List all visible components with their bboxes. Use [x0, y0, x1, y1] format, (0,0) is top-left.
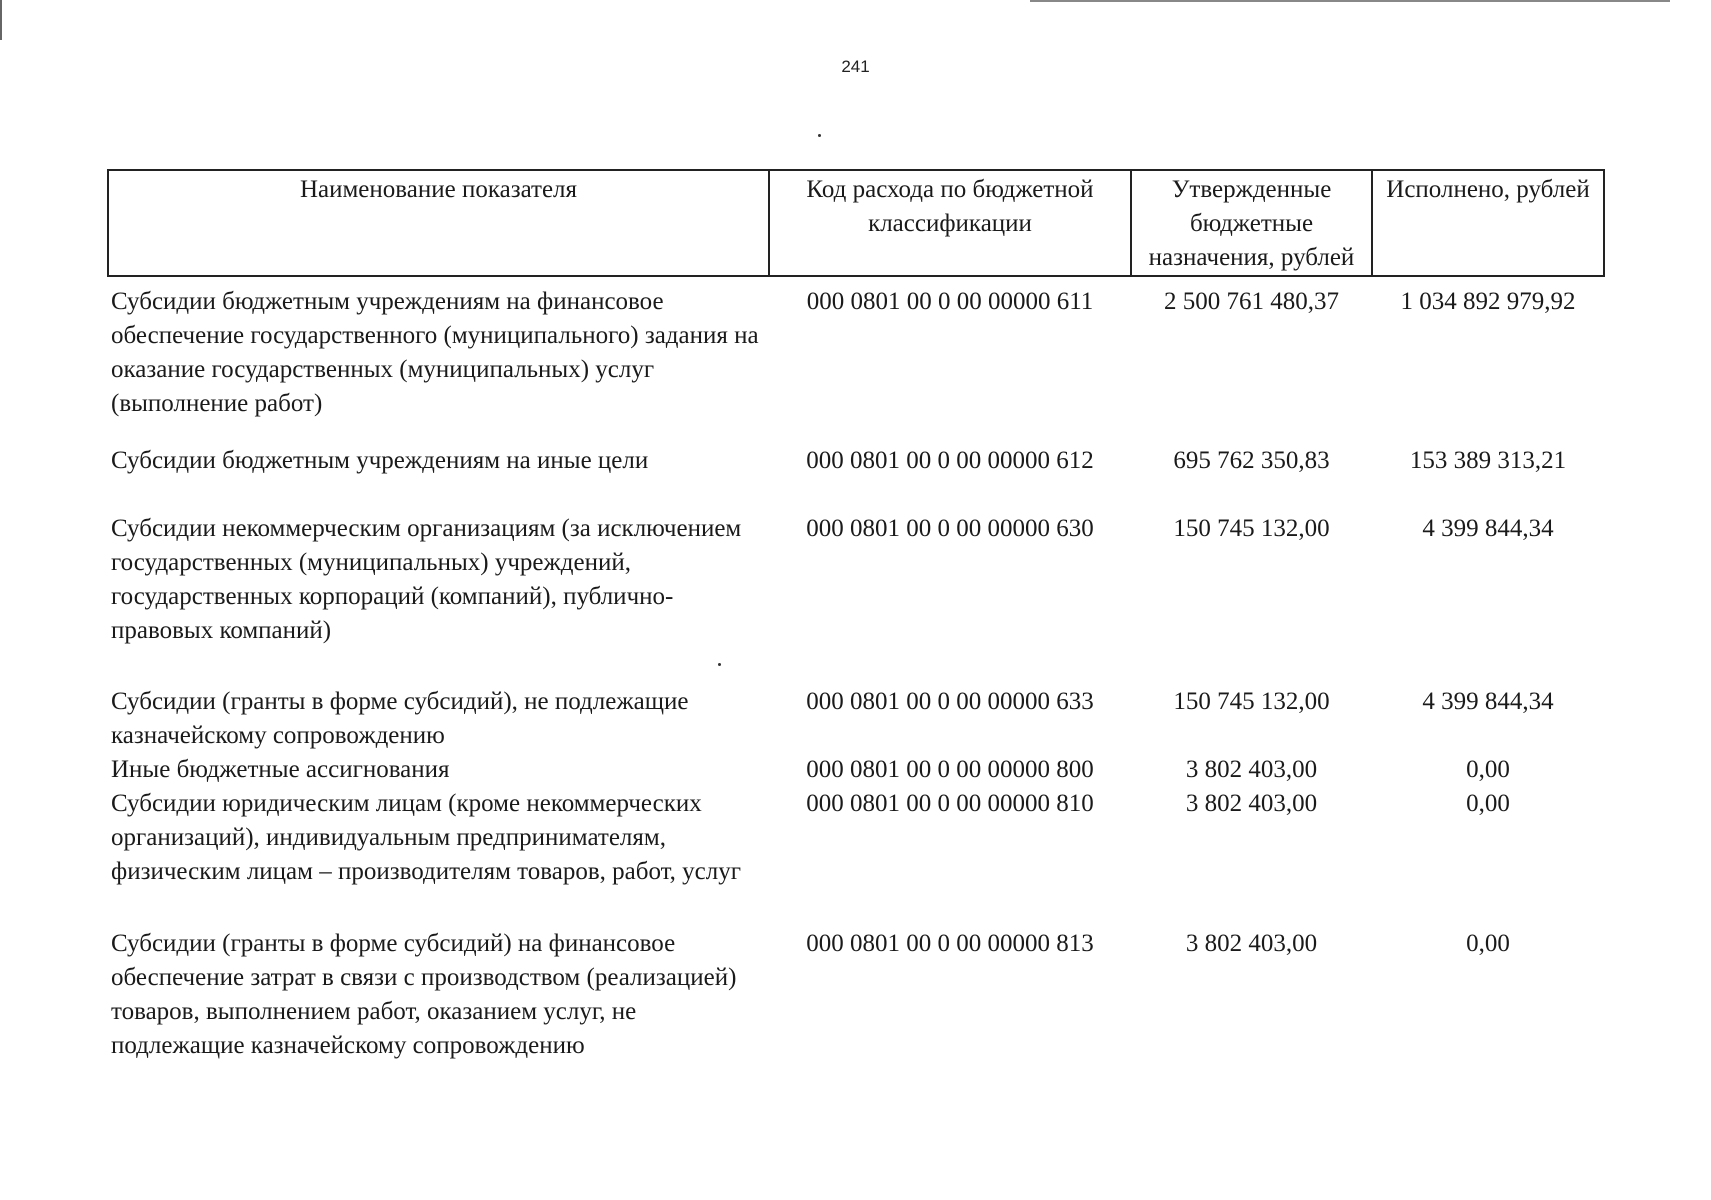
- table-row: [108, 787, 1604, 927]
- page-number: 241: [841, 57, 870, 76]
- row-done: 0,00: [1466, 756, 1510, 783]
- row-done: 0,00: [1466, 930, 1510, 957]
- scan-edge-left: [0, 0, 2, 40]
- row-plan: 3 802 403,00: [1185, 790, 1318, 817]
- row-name: Субсидии (гранты в форме субсидий), не подлежащие казначейскому сопровождению: [111, 688, 689, 749]
- table-row: [108, 753, 1604, 787]
- row-plan: 2 500 761 480,37: [1164, 288, 1339, 315]
- row-name: Субсидии некоммерческим организациям (за исключением государственных (муниципальных) учреждений, государственных корпораций (компаний), публично-правовых компаний): [111, 515, 742, 644]
- scan-edge-top: [1030, 0, 1670, 2]
- table-row: [108, 512, 1604, 685]
- budget-execution-table: [107, 169, 1605, 1067]
- row-code: 000 0801 00 0 00 00000 630: [806, 515, 1094, 542]
- row-name: Субсидии бюджетным учреждениям на иные цели: [111, 447, 649, 474]
- row-name: Субсидии (гранты в форме субсидий) на финансовое обеспечение затрат в связи с производством (реализацией) товаров, выполнением работ, оказанием услуг, не подлежащие казначейскому сопровождению: [111, 930, 737, 1059]
- row-code: 000 0801 00 0 00 00000 813: [806, 930, 1094, 957]
- table-row: [108, 444, 1604, 512]
- table-row: [108, 927, 1604, 1067]
- header-done: Исполнено, рублей: [1372, 170, 1604, 276]
- row-code: 000 0801 00 0 00 00000 611: [806, 288, 1094, 315]
- row-plan: 3 802 403,00: [1185, 930, 1318, 957]
- row-plan: 150 745 132,00: [1173, 515, 1330, 542]
- row-code: 000 0801 00 0 00 00000 810: [806, 790, 1094, 817]
- table-header-row: [108, 170, 1604, 276]
- row-plan: 695 762 350,83: [1173, 447, 1330, 474]
- table-row: [108, 276, 1604, 444]
- row-done: 4 399 844,34: [1422, 515, 1554, 542]
- table-row: [108, 685, 1604, 753]
- row-done: 1 034 892 979,92: [1400, 288, 1576, 315]
- header-code: Код расхода по бюджетной классификации: [769, 170, 1131, 276]
- row-plan: 150 745 132,00: [1173, 688, 1330, 715]
- row-code: 000 0801 00 0 00 00000 633: [806, 688, 1094, 715]
- row-plan: 3 802 403,00: [1185, 756, 1318, 783]
- header-name: Наименование показателя: [108, 170, 769, 276]
- row-name: Иные бюджетные ассигнования: [111, 756, 450, 783]
- row-code: 000 0801 00 0 00 00000 800: [806, 756, 1094, 783]
- row-done: 0,00: [1466, 790, 1510, 817]
- row-name: Субсидии бюджетным учреждениям на финансовое обеспечение государственного (муниципального) задания на оказание государственных (муниципальных) услуг (выполнение работ): [111, 288, 759, 417]
- row-name: Субсидии юридическим лицам (кроме некоммерческих организаций), индивидуальным предпринимателям, физическим лицам – производителям товаров, работ, услуг: [111, 790, 742, 885]
- row-code: 000 0801 00 0 00 00000 612: [806, 447, 1094, 474]
- row-done: 4 399 844,34: [1422, 688, 1554, 715]
- header-plan: Утвержденные бюджетные назначения, рублей: [1131, 170, 1372, 276]
- scan-speck: [818, 134, 821, 137]
- row-done: 153 389 313,21: [1409, 447, 1567, 474]
